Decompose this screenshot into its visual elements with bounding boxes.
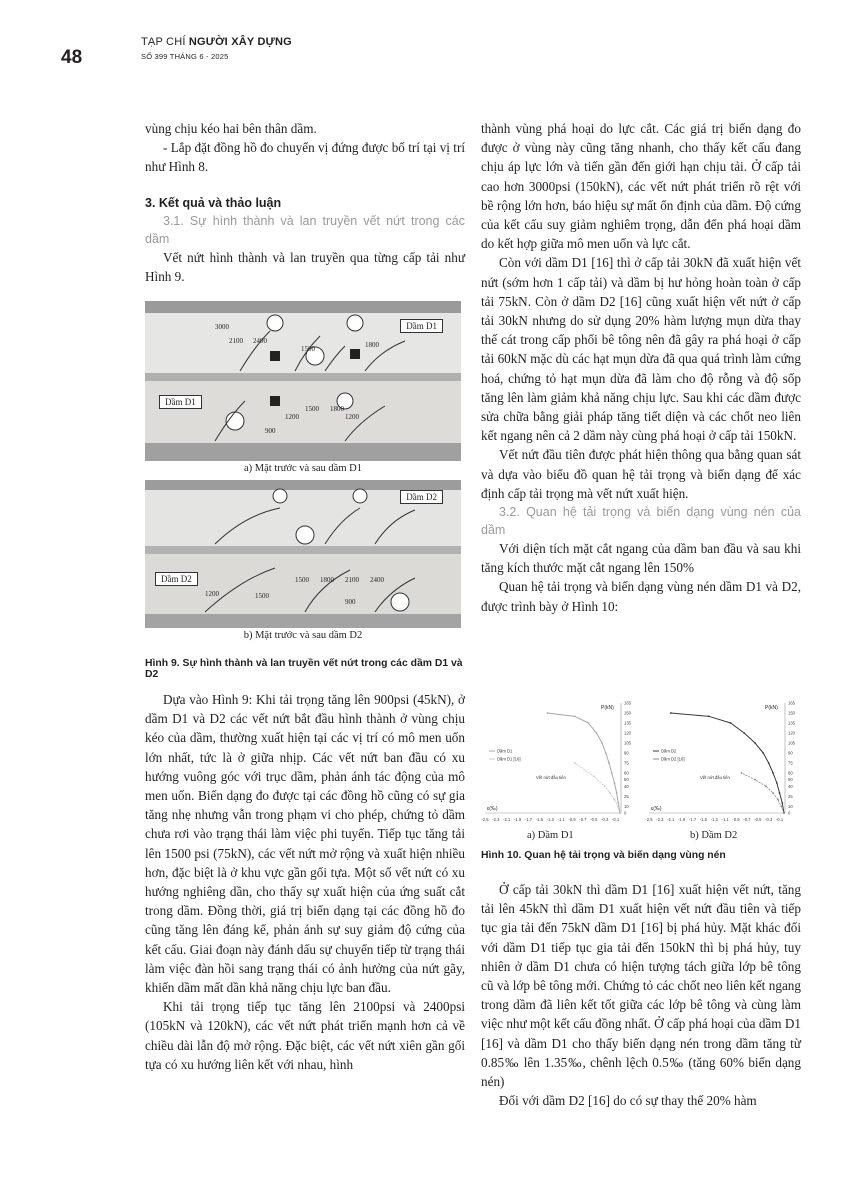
series-line [741,773,783,813]
legend-label: Dầm D2 [16] [661,756,685,762]
paragraph: Dựa vào Hình 9: Khi tải trọng tăng lên 900psi (45kN), ở dầm D1 và D2 các vết nứt bắt đầu hình thành ở vùng chịu kéo của dầm, thường xuất hiện tại các vị trí có mô men uốn lớn nhất, tức là ở giữa nhịp. Các vết nứt ban đầu có xu hướng vuông góc với trục dầm, phản ánh tác động của mô men uốn. Biến dạng đo được tại các đồng hồ cũng có sự gia tăng nhẹ nhưng vẫn trong phạm vi cho phép, chứng tỏ dầm chưa rơi vào trạng thái làm việc phi tuyến. Tiếp tục tăng tải lên 1500 psi (75kN), các vết nứt mở rộng và xuất hiện nhiều hơn, đặc biệt là ở khu vực gần gối tựa. Một số vết nứt có xu hướng nghiêng dần, cho thấy sự xuất hiện của ứng suất cắt trong dầm. Đồng thời, giá trị biến dạng tại các đồng hồ đo cũng tăng lên đáng kể, phản ánh sự suy giảm độ cứng của kết cấu. Giai đoạn này đánh dấu sự chuyển tiếp từ trạng thái làm việc đàn hồi sang trạng thái có ảnh hưởng của nứt gãy, khiến dầm mất dần khả năng chịu lực ban đầu. [145,692,465,996]
x-tick-label: -1.1 [721,817,729,822]
magazine-prefix: TẠP CHÍ [141,36,186,48]
y-tick-label: 50 [788,777,793,783]
chart-d1 [481,695,631,830]
data-point [611,772,613,774]
legend-label: Dầm D1 [497,748,513,754]
paragraph: Ở cấp tải 30kN thì dầm D1 [16] xuất hiện vết nứt, tăng tải lên 45kN thì dầm D1 xuất hiện vết nứt đầu tiên và tiếp tục gia tải đến 75kN dầm D1 [16] bị phá hủy. Mặt khác đối với dầm D1 tiếp tục gia tải đến 150kN thì bị phá hủy, tuy nhiên ở dầm D1 chưa có hiện tượng tách giữa lớp bê tông cũ và lớp bê tông mới. Chứng tỏ các chốt neo liên kết ngang trong dầm đã liên kết tốt giữa các lớp bê tông và cùng làm việc như một kết cấu đồng nhất. Ở cấp phá hoại của dầm D1 [16] và dầm D1 cho thấy biến dạng nén trong dầm tăng từ 0.85‰ lên 1.35‰, chênh lệch 0.5‰ (tăng 60% biến dạng nén) [481,882,801,1090]
x-tick-label: -2.3 [492,817,500,822]
data-point [783,812,785,814]
y-tick-label: 40 [624,783,629,789]
crack-note: 1200 [345,413,359,421]
data-point [730,722,732,724]
crack-note: 1500 [295,576,309,584]
data-point [670,712,672,714]
figure-9-caption: Hình 9. Sự hình thành và lan truyền vết nứt trong các dầm D1 và D2 [145,658,463,680]
crack-note: 1800 [320,576,334,584]
data-point [609,792,611,794]
crack-note: 2100 [345,576,359,584]
x-axis-label: ε(‰) [651,806,662,812]
x-tick-label: -1.9 [514,817,522,822]
paragraph: Khi tải trọng tiếp tục tăng lên 2100psi và 2400psi (105kN và 120kN), các vết nứt phát triển mạnh hơn cả về chiều dài lẫn độ mở rộng. Đặc biệt, các vết nứt xiên gần gối tựa có xu hướng liên kết với nhau, hình [145,999,465,1072]
x-axis-label: ε(‰) [487,806,498,812]
x-tick-label: -1.3 [546,817,554,822]
y-tick-label: 150 [788,710,795,716]
paragraph: Đối với dầm D2 [16] do có sự thay thế 20% hàm [499,1093,757,1109]
y-axis-label: P(kN) [601,705,614,711]
data-point [619,812,621,814]
crack-note: 1500 [255,592,269,600]
fig10-subcaption-b: b) Dầm D2 [690,830,738,841]
left-column [145,119,465,286]
y-tick-label: 75 [624,760,629,766]
paragraph: vùng chịu kéo hai bên thân dầm. [145,121,317,136]
data-point [574,715,576,717]
data-point [779,792,781,794]
data-point [708,715,710,717]
y-tick-label: 135 [624,720,631,726]
crack-note: 1500 [305,405,319,413]
y-tick-label: 165 [788,700,795,706]
beam-label: Dầm D2 [155,572,198,586]
photo-beam-d1 [145,301,461,461]
data-point [780,805,782,807]
x-tick-label: -2.5 [481,817,489,822]
x-tick-label: -0.3 [601,817,609,822]
x-tick-label: -1.1 [557,817,565,822]
x-tick-label: -0.9 [732,817,740,822]
y-tick-label: 10 [624,803,629,809]
crack-note: 1500 [301,345,315,353]
x-tick-label: -1.7 [688,817,697,822]
crack-note: 3000 [215,323,229,331]
y-axis-label: P(kN) [765,705,778,711]
annotation: Vết nứt đầu tiên [700,775,730,780]
section-heading: 3. Kết quả và thảo luận [145,195,282,210]
x-tick-label: -2.1 [667,817,675,822]
y-tick-label: 50 [624,777,629,783]
x-tick-label: -0.9 [568,817,576,822]
issue-info: SỐ 399 THÁNG 6 - 2025 [141,52,229,61]
subsection-heading: 3.1. Sự hình thành và lan truyền vết nứt trong các dầm [145,213,465,246]
y-tick-label: 135 [788,720,795,726]
paragraph: Quan hệ tải trọng và biến dạng vùng nén dầm D1 và D2, được trình bày ở Hình 10: [481,579,801,614]
x-tick-label: -1.9 [678,817,686,822]
data-point [754,779,756,781]
data-point [616,792,618,794]
chart-d2-svg [645,695,795,830]
beam-label: Dầm D1 [159,395,202,409]
magazine-name: NGƯỜI XÂY DỰNG [188,36,292,48]
figure-10-caption: Hình 10. Quan hệ tải trọng và biến dạng vùng nén [481,850,726,861]
data-point [574,762,576,764]
data-point [614,782,616,784]
paragraph: - Lắp đặt đồng hồ đo chuyển vị đứng được bố trí tại vị trí như Hình 8. [145,140,465,175]
data-point [617,802,619,804]
y-tick-label: 90 [788,750,793,756]
data-point [608,762,610,764]
data-point [768,762,770,764]
x-tick-label: -1.7 [524,817,533,822]
y-tick-label: 60 [788,770,793,776]
chart-d1-svg [481,695,631,830]
y-tick-label: 10 [788,803,793,809]
data-point [596,732,598,734]
data-point [604,785,606,787]
annotation: Vết nứt đầu tiên [536,775,566,780]
subsection-heading: 3.2. Quan hệ tải trọng và biến dạng vùng nén của dầm [481,505,801,538]
x-tick-label: -2.5 [645,817,653,822]
y-tick-label: 25 [788,793,793,799]
beam-label: Dầm D1 [400,319,443,333]
magazine-title [141,36,292,48]
series-line [575,763,620,813]
crack-note: 1200 [205,590,219,598]
crack-note: 2400 [253,337,267,345]
subcaption-b: b) Mặt trước và sau dầm D2 [243,630,363,641]
page-number: 48 [61,47,83,68]
data-point [601,742,603,744]
data-point [765,785,767,787]
paragraph: Vết nứt đầu tiên được phát hiện thông qua bằng quan sát và dựa vào biểu đồ quan hệ tải trọng và biến dạng để xác định cấp tải trọng mà vết nứt xuất hiện. [481,447,801,501]
x-tick-label: -2.1 [503,817,511,822]
y-tick-label: 105 [624,740,631,746]
crack-note: 2400 [370,576,384,584]
paragraph: Vết nứt hình thành và lan truyền qua từng cấp tải như Hình 9. [145,249,465,284]
x-tick-label: -2.3 [656,817,664,822]
data-point [754,742,756,744]
x-tick-label: -1.3 [710,817,718,822]
y-tick-label: 40 [788,783,793,789]
data-point [776,782,778,784]
x-tick-label: -0.3 [765,817,773,822]
legend-label: Dầm D1 [16] [497,756,521,762]
y-tick-label: 120 [624,730,631,736]
y-tick-label: 120 [788,730,795,736]
y-tick-label: 75 [788,760,793,766]
x-tick-label: -0.1 [611,817,620,822]
x-tick-label: -1.5 [535,817,544,822]
legend-label: Dầm D2 [661,748,677,754]
x-tick-label: -0.1 [775,817,784,822]
crack-note: 900 [265,427,276,435]
figure-9 [145,301,461,647]
data-point [743,732,745,734]
data-point [772,792,774,794]
y-tick-label: 25 [624,793,629,799]
beam-label: Dầm D2 [400,490,443,504]
y-tick-label: 150 [624,710,631,716]
data-point [777,799,779,801]
y-tick-label: 90 [624,750,629,756]
data-point [614,799,616,801]
fig10-subcaption-a: a) Dầm D1 [527,830,574,841]
x-tick-label: -1.5 [699,817,708,822]
x-tick-label: -0.5 [590,817,598,822]
data-point [781,802,783,804]
crack-note: 1800 [365,341,379,349]
data-point [587,722,589,724]
y-tick-label: 165 [624,700,631,706]
data-point [762,752,764,754]
y-tick-label: 60 [624,770,629,776]
data-point [741,772,743,774]
right-column [481,119,801,616]
paragraph: Còn với dầm D1 [16] thì ở cấp tải 30kN đã xuất hiện vết nứt (sớm hơn 1 cấp tải) và dầm bị hư hỏng hoàn toàn ở cấp tải 75kN. Còn ở dầm D2 [16] cũng xuất hiện vết nứt ở cấp tải 30kN nhưng do sử dụng 20% hàm lượng mụn dừa thay thế cát trong cấp phối bê tông nên đã gây ra phá hoại ở cấp tải 60kN mặc dù các hạt mụn dừa đã qua quá trình làm cứng hoá, chứng tỏ hạt mụn dừa đã làm cho độ rỗng và độ sốp tăng lên làm giảm khả năng chịu lực. Sau khi các dầm được sửa chữa bằng giải pháp tăng tiết diện và các chốt neo liên kết ngang nên cả 2 dầm này cùng phá hoại ở cấp tải 150kN. [481,255,801,444]
subcaption-a: a) Mặt trước và sau dầm D1 [244,463,362,474]
x-tick-label: -0.5 [754,817,762,822]
photo-beam-d2 [145,480,461,628]
chart-d2 [645,695,795,830]
paragraph: Với diện tích mặt cắt ngang của dầm ban đầu và sau khi tăng kích thước mặt cắt ngang lên 150% [481,541,801,576]
data-point [605,752,607,754]
crack-note: 900 [345,598,356,606]
data-point [772,772,774,774]
crack-note: 1800 [330,405,344,413]
x-tick-label: -0.7 [743,817,751,822]
crack-note: 1200 [285,413,299,421]
paragraph: thành vùng phá hoại do lực cắt. Các giá trị biến dạng đo được ở vùng này cũng tăng nhanh, cho thấy kết cấu đang chịu áp lực lớn và tiến gần đến giới hạn chịu tải. Ở cấp tải cao hơn 3000psi (150kN), các vết nứt phát triển rõ rệt với bề rộng lớn hơn, báo hiệu sự mất ổn định của dầm. Độ cứng của kết cấu suy giảm nghiêm trọng, dẫn đến phá hoại dầm do kết hợp giữa mô men uốn và lực cắt. [481,121,801,252]
y-tick-label: 0 [624,810,627,816]
crack-note: 2100 [229,337,243,345]
x-tick-label: -0.7 [579,817,587,822]
data-point [617,805,619,807]
data-point [593,775,595,777]
y-tick-label: 105 [788,740,795,746]
data-point [547,712,549,714]
y-tick-label: 0 [788,810,791,816]
right-column-continued [481,880,801,1110]
left-column-continued [145,690,465,1074]
series-line [671,713,784,813]
